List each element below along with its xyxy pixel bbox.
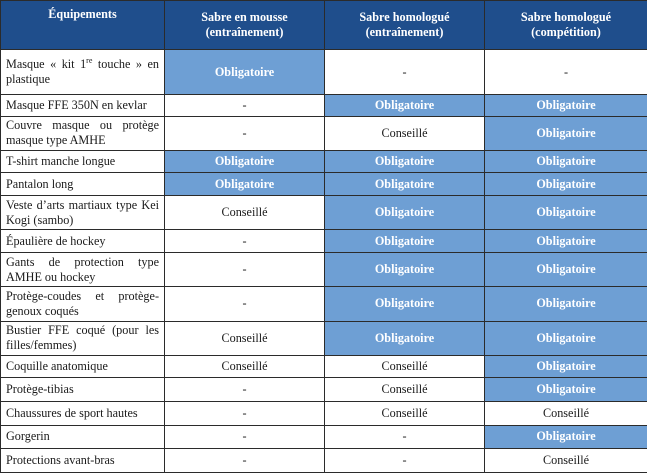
- conseille-cell: Conseillé: [325, 402, 485, 426]
- empty-cell: -: [165, 378, 325, 402]
- header-sabre-mousse: [165, 1, 325, 50]
- table-body: [1, 50, 647, 473]
- equipment-label: Protège-tibias: [1, 378, 165, 402]
- equipment-label: Couvre masque ou protège masque type AMHE: [1, 116, 165, 150]
- conseille-cell: Conseillé: [165, 321, 325, 355]
- header-sabre-homologue-competition: [485, 1, 647, 50]
- empty-cell: -: [165, 425, 325, 449]
- conseille-cell: Conseillé: [325, 355, 485, 378]
- table-row: [1, 402, 647, 426]
- empty-cell: -: [165, 116, 325, 150]
- equipment-label: T-shirt manche longue: [1, 150, 165, 173]
- table-row: [1, 252, 647, 286]
- equipment-label: Protections avant-bras: [1, 449, 165, 473]
- table-row: [1, 378, 647, 402]
- obligatoire-cell: Obligatoire: [485, 425, 647, 449]
- equipment-label: Masque FFE 350N en kevlar: [1, 95, 165, 116]
- conseille-cell: Conseillé: [325, 116, 485, 150]
- table-header-row: [1, 1, 647, 50]
- obligatoire-cell: Obligatoire: [165, 150, 325, 173]
- equipment-label: Coquille anatomique: [1, 355, 165, 378]
- obligatoire-cell: Obligatoire: [485, 95, 647, 116]
- obligatoire-cell: Obligatoire: [485, 287, 647, 321]
- empty-cell: -: [165, 449, 325, 473]
- conseille-cell: Conseillé: [485, 402, 647, 426]
- empty-cell: -: [165, 95, 325, 116]
- conseille-cell: Conseillé: [325, 378, 485, 402]
- table-row: [1, 321, 647, 355]
- equipment-label: Pantalon long: [1, 173, 165, 196]
- table-row: [1, 449, 647, 473]
- empty-cell: -: [325, 425, 485, 449]
- obligatoire-cell: Obligatoire: [325, 321, 485, 355]
- equipment-label: Épaulière de hockey: [1, 230, 165, 253]
- obligatoire-cell: Obligatoire: [325, 195, 485, 229]
- empty-cell: -: [165, 252, 325, 286]
- empty-cell: -: [325, 449, 485, 473]
- equipment-label-part: Masque « kit 1: [6, 57, 87, 72]
- empty-cell: -: [325, 50, 485, 95]
- equipment-label: Gants de protection type AMHE ou hockey: [1, 252, 165, 286]
- conseille-cell: Conseillé: [165, 195, 325, 229]
- table-row: [1, 287, 647, 321]
- equipment-label: Protège-coudes et protège-genoux coqués: [1, 287, 165, 321]
- obligatoire-cell: Obligatoire: [325, 252, 485, 286]
- table-row: [1, 425, 647, 449]
- header-sabre-homologue-entrainement: [325, 1, 485, 50]
- table-row: [1, 195, 647, 229]
- table-row: [1, 50, 647, 95]
- obligatoire-cell: Obligatoire: [165, 173, 325, 196]
- obligatoire-cell: Obligatoire: [485, 173, 647, 196]
- table-row: [1, 116, 647, 150]
- obligatoire-cell: Obligatoire: [325, 173, 485, 196]
- equipment-label: [1, 50, 165, 95]
- obligatoire-cell: Obligatoire: [485, 195, 647, 229]
- obligatoire-cell: Obligatoire: [485, 378, 647, 402]
- header-equipements: Équipements: [1, 1, 165, 50]
- equipment-label: Chaussures de sport hautes: [1, 402, 165, 426]
- conseille-cell: Conseillé: [485, 449, 647, 473]
- obligatoire-cell: Obligatoire: [485, 230, 647, 253]
- empty-cell: -: [165, 287, 325, 321]
- header-sabre-homologue-entrainement-text: Sabre homologué (entraînement): [359, 10, 450, 39]
- header-sabre-homologue-competition-text: Sabre homologué (compétition): [520, 10, 612, 39]
- equipment-label-part: touche » en plastique: [6, 57, 159, 87]
- table-row: [1, 230, 647, 253]
- obligatoire-cell: Obligatoire: [485, 150, 647, 173]
- equipment-label: Gorgerin: [1, 425, 165, 449]
- obligatoire-cell: Obligatoire: [485, 116, 647, 150]
- header-sabre-mousse-text: Sabre en mousse (entraînement): [201, 10, 288, 39]
- obligatoire-cell: Obligatoire: [325, 287, 485, 321]
- empty-cell: -: [165, 402, 325, 426]
- obligatoire-cell: Obligatoire: [485, 355, 647, 378]
- obligatoire-cell: Obligatoire: [325, 95, 485, 116]
- table-row: [1, 355, 647, 378]
- empty-cell: -: [165, 230, 325, 253]
- conseille-cell: Conseillé: [165, 355, 325, 378]
- empty-cell: -: [485, 50, 647, 95]
- obligatoire-cell: Obligatoire: [325, 150, 485, 173]
- table-row: [1, 173, 647, 196]
- table-row: [1, 95, 647, 116]
- obligatoire-cell: Obligatoire: [165, 50, 325, 95]
- obligatoire-cell: Obligatoire: [485, 321, 647, 355]
- equipment-label-superscript: re: [86, 55, 93, 65]
- equipment-label: Veste d’arts martiaux type Kei Kogi (sambo): [1, 195, 165, 229]
- equipment-label: Bustier FFE coqué (pour les filles/femmes): [1, 321, 165, 355]
- table-row: [1, 150, 647, 173]
- obligatoire-cell: Obligatoire: [325, 230, 485, 253]
- obligatoire-cell: Obligatoire: [485, 252, 647, 286]
